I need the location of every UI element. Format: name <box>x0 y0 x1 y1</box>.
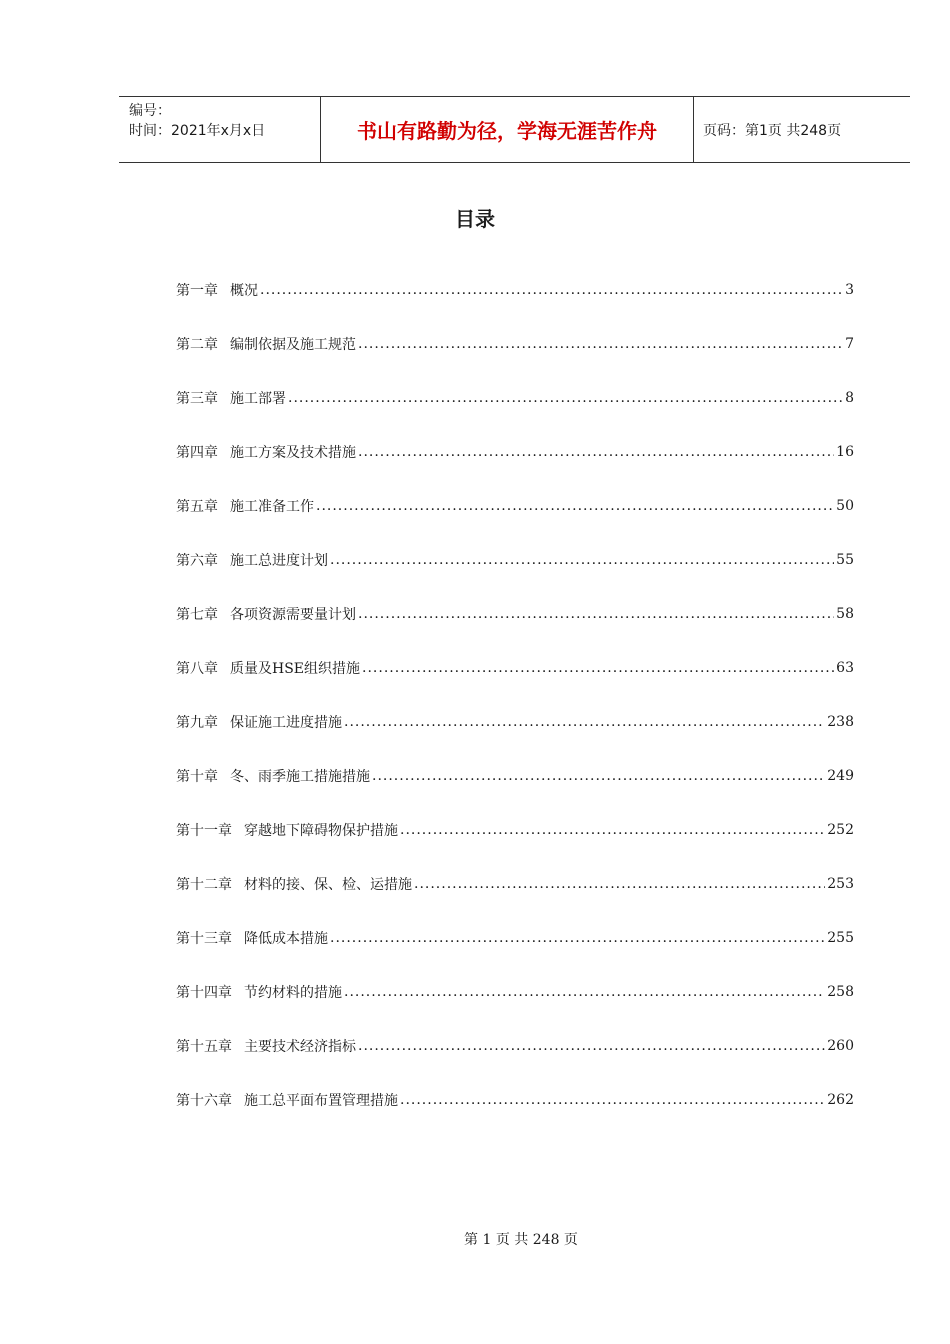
toc-chapter-title: 编制依据及施工规范 <box>230 337 356 353</box>
toc-leader-dots <box>358 444 834 460</box>
toc-entry[interactable] <box>176 1019 854 1073</box>
toc-chapter-number: 第十四章 <box>176 985 232 1001</box>
toc-leader-dots <box>372 768 825 784</box>
toc-page-number: 255 <box>827 930 854 946</box>
toc-entry[interactable] <box>176 587 854 641</box>
toc-chapter-title: 穿越地下障碍物保护措施 <box>244 823 398 839</box>
toc-chapter-number: 第十一章 <box>176 823 232 839</box>
toc-page-number: 7 <box>845 336 854 352</box>
toc-chapter-number: 第十二章 <box>176 877 232 893</box>
header-page-label: 页码：第1页 共248页 <box>703 122 842 139</box>
toc-chapter-title: 施工部署 <box>230 391 286 407</box>
toc-chapter-title: 节约材料的措施 <box>244 985 342 1001</box>
toc-chapter-number: 第七章 <box>176 607 218 623</box>
toc-chapter-number: 第四章 <box>176 445 218 461</box>
page-title: 目录 <box>455 207 495 231</box>
code-label: 编号： <box>129 103 171 119</box>
toc-chapter-title: 质量及HSE组织措施 <box>230 661 361 677</box>
toc-entry[interactable] <box>176 857 854 911</box>
toc-page-number: 50 <box>836 498 854 514</box>
toc-page-number: 238 <box>827 714 854 730</box>
toc-entry[interactable] <box>176 749 854 803</box>
toc-leader-dots <box>362 660 834 676</box>
toc-page-number: 58 <box>836 606 854 622</box>
toc-entry[interactable] <box>176 371 854 425</box>
toc-chapter-number: 第十三章 <box>176 931 232 947</box>
toc-page-number: 63 <box>836 660 854 676</box>
toc-page-number: 258 <box>827 984 854 1000</box>
toc-leader-dots <box>400 1092 825 1108</box>
toc-page-number: 3 <box>845 282 854 298</box>
time-label: 时间：2021年x月x日 <box>129 123 266 139</box>
toc-chapter-title: 降低成本措施 <box>244 931 328 947</box>
toc-chapter-title: 施工准备工作 <box>230 499 314 515</box>
toc-chapter-title: 材料的接、保、检、运措施 <box>244 877 412 893</box>
document-header <box>119 96 910 163</box>
toc-page-number: 249 <box>827 768 854 784</box>
toc-chapter-title: 保证施工进度措施 <box>230 715 342 731</box>
toc-chapter-title: 施工总平面布置管理措施 <box>244 1093 398 1109</box>
toc-chapter-title: 概况 <box>230 283 258 299</box>
toc-chapter-number: 第一章 <box>176 283 218 299</box>
toc-leader-dots <box>414 876 825 892</box>
toc-leader-dots <box>400 822 825 838</box>
toc-page-number: 8 <box>845 390 854 406</box>
toc-leader-dots <box>260 282 843 298</box>
toc-chapter-number: 第二章 <box>176 337 218 353</box>
toc-entry[interactable] <box>176 479 854 533</box>
table-of-contents <box>176 263 854 1127</box>
toc-leader-dots <box>330 930 825 946</box>
toc-chapter-number: 第九章 <box>176 715 218 731</box>
header-meta <box>119 97 321 162</box>
toc-leader-dots <box>358 1038 825 1054</box>
toc-entry[interactable] <box>176 965 854 1019</box>
toc-entry[interactable] <box>176 641 854 695</box>
toc-leader-dots <box>344 984 825 1000</box>
toc-entry[interactable] <box>176 695 854 749</box>
toc-chapter-title: 施工总进度计划 <box>230 553 328 569</box>
toc-leader-dots <box>358 606 834 622</box>
toc-chapter-number: 第十章 <box>176 769 218 785</box>
toc-leader-dots <box>330 552 834 568</box>
toc-chapter-number: 第十六章 <box>176 1093 232 1109</box>
toc-chapter-title: 施工方案及技术措施 <box>230 445 356 461</box>
toc-entry[interactable] <box>176 425 854 479</box>
toc-chapter-number: 第六章 <box>176 553 218 569</box>
toc-chapter-title: 主要技术经济指标 <box>244 1039 356 1055</box>
toc-chapter-number: 第十五章 <box>176 1039 232 1055</box>
header-motto: 书山有路勤为径，学海无涯苦作舟 <box>321 97 694 162</box>
toc-page-number: 55 <box>836 552 854 568</box>
toc-chapter-title: 冬、雨季施工措施措施 <box>230 769 370 785</box>
toc-page-number: 252 <box>827 822 854 838</box>
toc-entry[interactable] <box>176 1073 854 1127</box>
toc-entry[interactable] <box>176 803 854 857</box>
toc-entry[interactable] <box>176 911 854 965</box>
toc-page-number: 262 <box>827 1092 854 1108</box>
toc-chapter-number: 第三章 <box>176 391 218 407</box>
toc-leader-dots <box>316 498 834 514</box>
toc-leader-dots <box>358 336 843 352</box>
toc-leader-dots <box>344 714 825 730</box>
toc-page-number: 253 <box>827 876 854 892</box>
page-footer: 第 1 页 共 248 页 <box>464 1232 578 1248</box>
toc-chapter-title: 各项资源需要量计划 <box>230 607 356 623</box>
toc-page-number: 260 <box>827 1038 854 1054</box>
toc-entry[interactable] <box>176 317 854 371</box>
toc-leader-dots <box>288 390 843 406</box>
toc-entry[interactable] <box>176 533 854 587</box>
toc-page-number: 16 <box>836 444 854 460</box>
toc-chapter-number: 第八章 <box>176 661 218 677</box>
toc-entry[interactable] <box>176 263 854 317</box>
toc-chapter-number: 第五章 <box>176 499 218 515</box>
